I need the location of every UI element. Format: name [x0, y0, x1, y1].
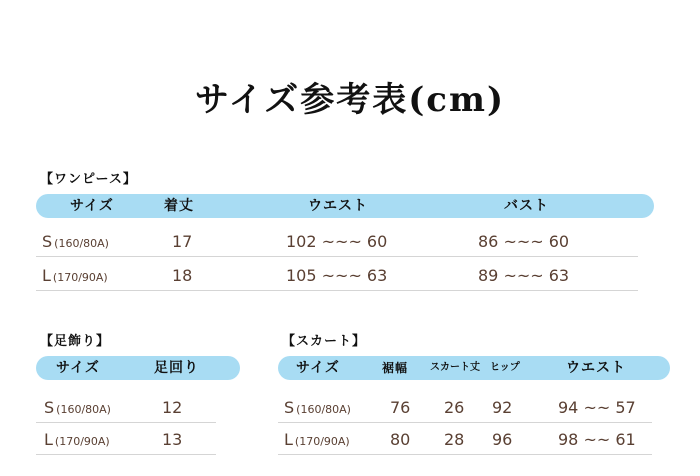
- waist-cell: 102 ~~~ 60: [286, 232, 388, 251]
- bust-cell: 86 ~~~ 60: [478, 232, 570, 251]
- table-row: [36, 226, 638, 257]
- bust-cell: 89 ~~~ 63: [478, 266, 570, 285]
- onepiece-header-bar: [36, 194, 654, 218]
- length-cell: 26: [444, 398, 465, 417]
- length-cell: 18: [172, 266, 193, 285]
- anklet-section-label: 【足飾り】: [40, 334, 111, 349]
- table-row: [36, 392, 216, 423]
- hip-cell: 92: [492, 398, 513, 417]
- anklet-header-bar: [36, 356, 240, 380]
- table-row: [36, 260, 638, 291]
- waist-cell: 98 ~~ 61: [558, 430, 636, 449]
- length-cell: 17: [172, 232, 193, 251]
- size-cell: S (160/80A): [42, 232, 109, 251]
- table-row: [278, 424, 652, 455]
- table-row: [36, 424, 216, 455]
- size-cell: S (160/80A): [44, 398, 111, 417]
- hem-cell: 80: [390, 430, 411, 449]
- skirt-header-size: サイズ: [296, 360, 340, 376]
- skirt-header-length: スカート丈: [430, 362, 480, 373]
- onepiece-header-waist: ウエスト: [308, 198, 368, 214]
- size-cell: S (160/80A): [284, 398, 351, 417]
- table-row: [278, 392, 652, 423]
- value-cell: 13: [162, 430, 183, 449]
- page-title: サイズ参考表(cm): [194, 80, 506, 120]
- skirt-section-label: 【スカート】: [282, 334, 367, 349]
- onepiece-header-length: 着丈: [164, 198, 194, 214]
- size-cell: L (170/90A): [44, 430, 110, 449]
- skirt-header-hip: ヒップ: [490, 362, 520, 373]
- hem-cell: 76: [390, 398, 411, 417]
- value-cell: 12: [162, 398, 183, 417]
- hip-cell: 96: [492, 430, 513, 449]
- skirt-header-waist: ウエスト: [566, 360, 626, 376]
- waist-cell: 105 ~~~ 63: [286, 266, 388, 285]
- size-cell: L (170/90A): [42, 266, 108, 285]
- onepiece-header-bust: バスト: [504, 198, 549, 214]
- onepiece-section-label: 【ワンピース】: [40, 172, 137, 187]
- anklet-header-size: サイズ: [56, 360, 100, 376]
- skirt-header-bar: [278, 356, 670, 380]
- waist-cell: 94 ~~ 57: [558, 398, 636, 417]
- anklet-header-value: 足回り: [154, 360, 199, 376]
- onepiece-header-size: サイズ: [70, 198, 114, 214]
- size-cell: L (170/90A): [284, 430, 350, 449]
- skirt-header-hem: 裾幅: [382, 361, 409, 375]
- length-cell: 28: [444, 430, 465, 449]
